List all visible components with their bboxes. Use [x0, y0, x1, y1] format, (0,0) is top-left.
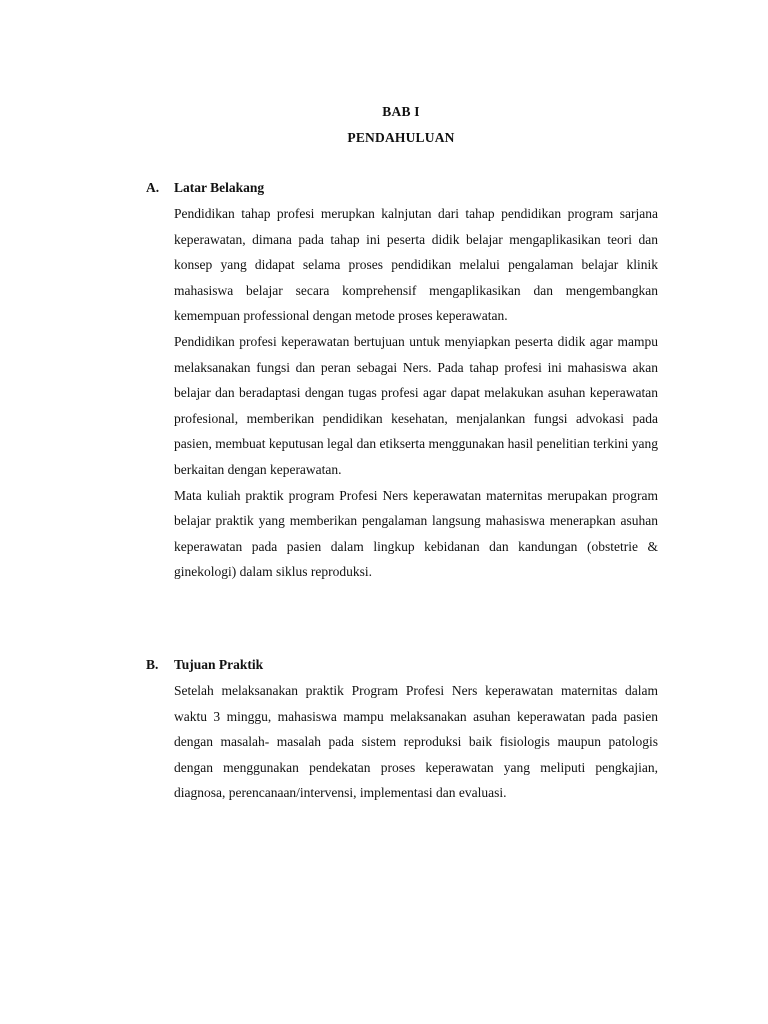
section-title: Latar Belakang [174, 180, 265, 195]
paragraph: Pendidikan tahap profesi merupkan kalnjutan dari tahap pendidikan program sarjana keperawatan, dimana pada tahap ini peserta didik belajar mengaplikasikan teori dan konsep yang didapat selama proses pendidikan melalui pengalaman belajar klinik mahasiswa belajar secara komprehensif mengaplikasikan dan mengembangkan kemempuan professional dengan metode proses keperawatan. [174, 206, 658, 324]
paragraph: Pendidikan profesi keperawatan bertujuan untuk menyiapkan peserta didik agar mampu melaksanakan fungsi dan peran sebagai Ners. Pada tahap profesi ini mahasiswa akan belajar dan beradaptasi dengan tugas profesi agar dapat melakukan asuhan keperawatan profesional, memberikan pendidikan kesehatan, menjalankan fungsi advokasi pada pasien, membuat keputusan legal dan etikserta menggunakan hasil penelitian terkini yang berkaitan dengan keperawatan. [174, 333, 658, 477]
paragraph: Setelah melaksanakan praktik Program Profesi Ners keperawatan maternitas dalam waktu 3 minggu, mahasiswa mampu melaksanakan asuhan keperawatan pada pasien dengan masalah- masalah pada sistem reproduksi baik fisiologis maupun patologis dengan menggunakan pendekatan proses keperawatan yang meliputi pengkajian, diagnosa, perencanaan/intervensi, implementasi dan evaluasi. [174, 683, 658, 801]
section-letter: B. [146, 657, 159, 672]
section-letter: A. [146, 180, 160, 195]
chapter-number: BAB I [382, 104, 420, 119]
section-tujuan-praktik [146, 652, 658, 806]
section-body [174, 678, 658, 806]
section-heading [146, 175, 658, 201]
section-latar-belakang [146, 175, 658, 585]
section-title: Tujuan Praktik [174, 657, 264, 672]
section-heading [146, 652, 658, 678]
chapter-title: PENDAHULUAN [347, 130, 455, 145]
paragraph: Mata kuliah praktik program Profesi Ners keperawatan maternitas merupakan program belajar praktik yang memberikan pengalaman langsung mahasiswa menerapkan asuhan keperawatan pada pasien dalam lingkup kebidanan dan kandungan (obstetrie & ginekologi) dalam siklus reproduksi. [174, 487, 658, 580]
section-body [174, 201, 658, 585]
